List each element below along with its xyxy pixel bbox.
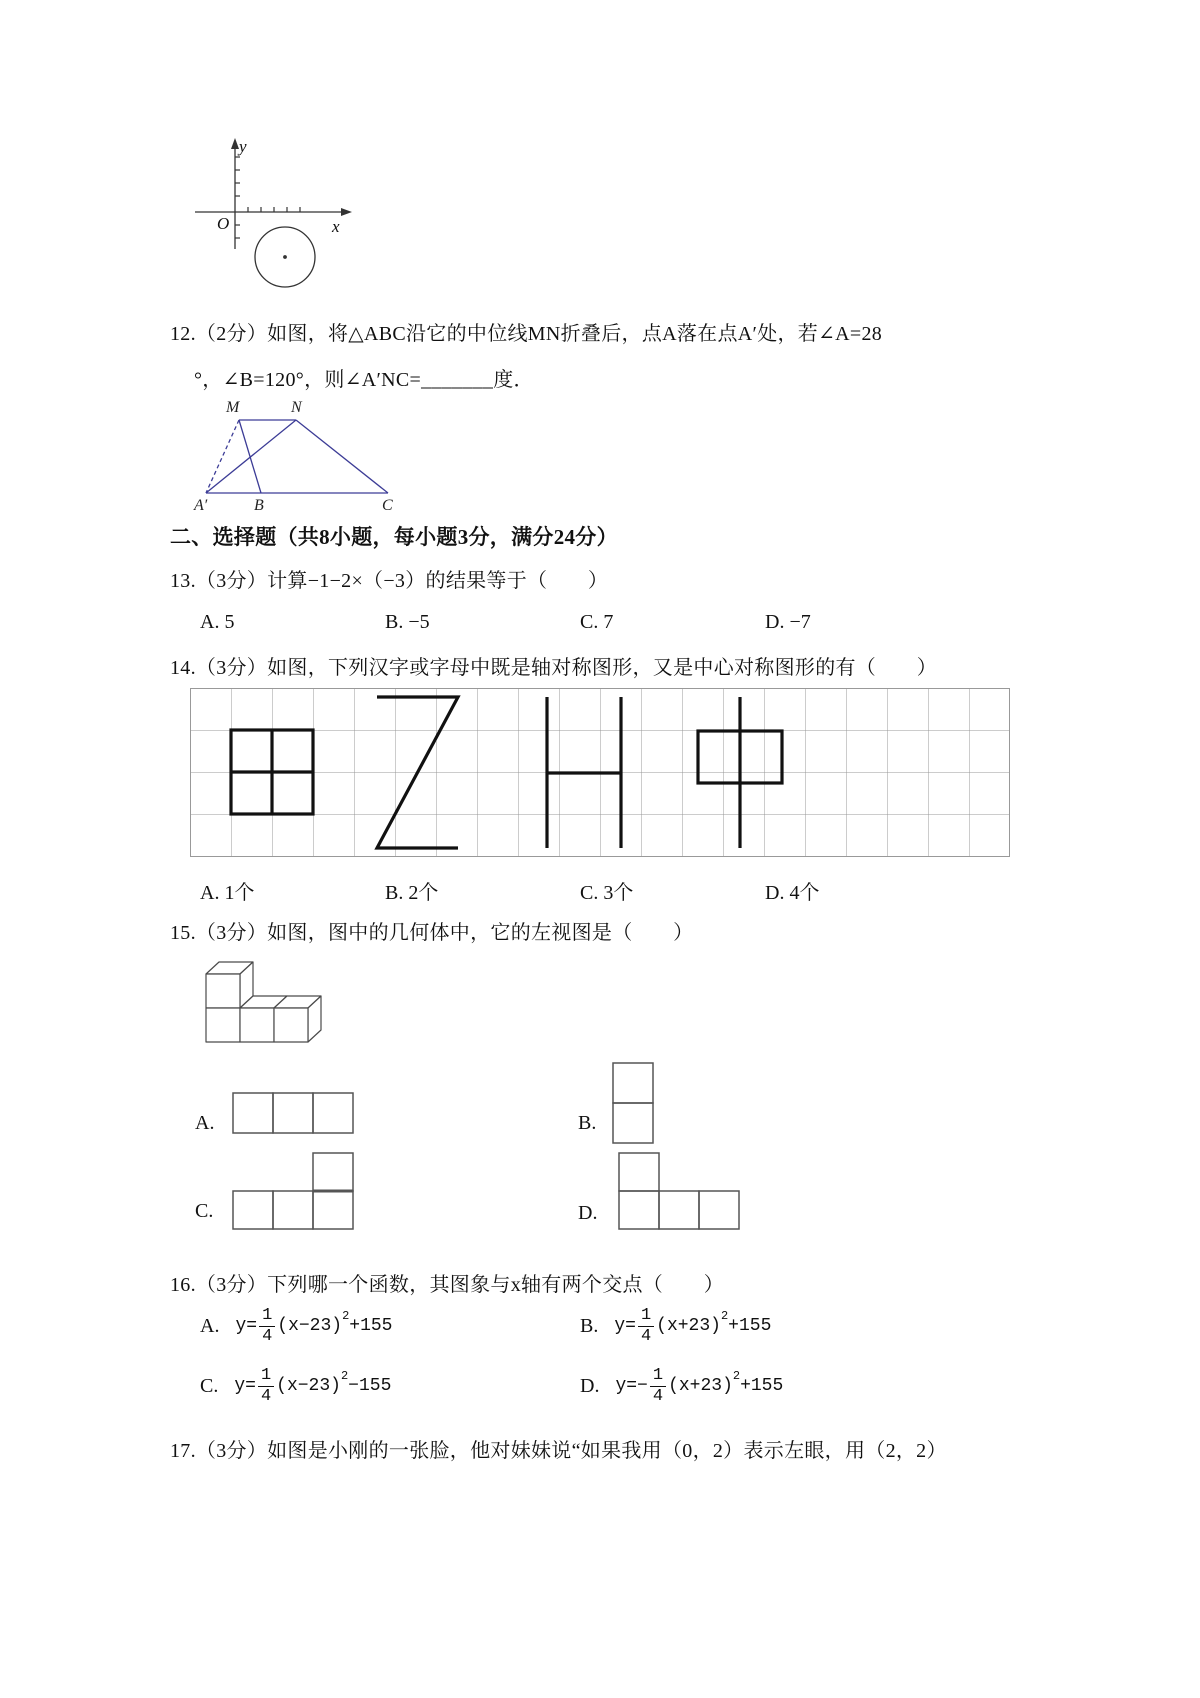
q14-option-d: D. 4个 [765, 882, 820, 904]
fraction-denominator: 4 [262, 1326, 273, 1346]
bottom-cube3-front-face [274, 1008, 308, 1042]
q15-option-c-label: C. [195, 1200, 214, 1222]
fraction [259, 1307, 275, 1346]
q16-option-a-label: A. [200, 1314, 220, 1337]
question-14-options [200, 876, 1080, 905]
edge-MA-prime-dashed [206, 420, 239, 493]
formula-prefix: y=− [615, 1376, 648, 1396]
formula-exponent: 2 [732, 1368, 741, 1383]
question-14-text: 14.（3分）如图，下列汉字或字母中既是轴对称图形，又是中心对称图形的有（ ） [170, 657, 937, 679]
fraction [258, 1367, 274, 1406]
point-label-B: B [254, 497, 264, 514]
q16-option-c-formula [234, 1367, 391, 1406]
origin-label: O [217, 214, 230, 233]
formula-prefix: y= [234, 1376, 256, 1396]
formula-prefix: y= [235, 1316, 258, 1336]
q14-option-a: A. 1个 [200, 882, 255, 904]
formula-body: (x−23) [277, 1316, 343, 1336]
axis-label-x: x [332, 217, 340, 236]
q16-option-d-label: D. [580, 1374, 600, 1397]
formula-exponent: 2 [720, 1308, 729, 1323]
q14-option-b: B. 2个 [385, 882, 439, 904]
figure-q12-folded-triangle [192, 396, 432, 518]
figure-q15-option-c [232, 1152, 356, 1232]
q13-option-d: D. −7 [765, 611, 811, 633]
question-12-text-line2: °，∠B=120°，则∠A′NC=_______度． [194, 369, 534, 391]
q16-option-b-formula [614, 1307, 771, 1346]
x-axis-arrow [341, 208, 352, 216]
edge-NA-prime [206, 420, 296, 493]
question-13-text: 13.（3分）计算−1−2×（−3）的结果等于（ ） [170, 570, 609, 592]
point-label-M: M [226, 399, 240, 416]
q16-option-b [580, 1302, 1080, 1350]
section-2-heading: 二、选择题（共8小题，每小题3分，满分24分） [170, 525, 618, 549]
formula-exponent: 2 [342, 1308, 350, 1323]
figure-q14-symmetry-shapes-grid [190, 688, 1010, 858]
fraction-numerator: 1 [259, 1307, 275, 1327]
circle-center-dot [283, 255, 287, 259]
q13-option-a: A. 5 [200, 611, 235, 633]
q16-option-a-formula [235, 1307, 392, 1346]
edge-NC [296, 420, 388, 493]
formula-suffix: +155 [740, 1376, 784, 1396]
y-axis-arrow [231, 138, 239, 149]
q14-option-c: C. 3个 [580, 882, 634, 904]
q13-option-b: B. −5 [385, 611, 430, 633]
q16-option-c-label: C. [200, 1374, 219, 1397]
formula-body: (x−23) [276, 1376, 341, 1396]
fraction-denominator: 4 [640, 1326, 652, 1346]
q15-option-d-label: D. [578, 1202, 598, 1224]
point-label-C: C [382, 497, 393, 514]
fraction-denominator: 4 [652, 1386, 664, 1406]
formula-prefix: y= [614, 1316, 636, 1336]
q15-option-b-label: B. [578, 1112, 597, 1134]
axis-label-y: y [239, 137, 247, 156]
fraction-numerator: 1 [638, 1307, 654, 1327]
q16-option-c [200, 1362, 580, 1410]
q16-option-d-formula [615, 1367, 783, 1406]
q15-option-a-label: A. [195, 1112, 215, 1134]
formula-suffix: −155 [348, 1376, 392, 1396]
q13-option-c: C. 7 [580, 611, 614, 633]
figure-coordinate-axes-with-circle [185, 135, 375, 295]
formula-exponent: 2 [340, 1368, 349, 1383]
fraction-numerator: 1 [258, 1367, 274, 1387]
question-16-text: 16.（3分）下列哪一个函数，其图象与x轴有两个交点（ ） [170, 1274, 724, 1296]
figure-q15-option-a [232, 1092, 356, 1135]
question-17-text: 17.（3分）如图是小刚的一张脸，他对妹妹说“如果我用（0，2）表示左眼，用（2，2） [170, 1440, 947, 1462]
formula-suffix: +155 [728, 1316, 772, 1336]
question-16-options [200, 1302, 1080, 1410]
bottom-cube1-front-face [206, 1008, 240, 1042]
q16-option-a [200, 1302, 580, 1350]
question-12-text-line1: 12.（2分）如图，将△ABC沿它的中位线MN折叠后，点A落在点A′处，若∠A=28 [170, 323, 883, 345]
q16-option-d [580, 1362, 1080, 1410]
axis-ticks [235, 157, 300, 238]
figure-q15-option-b [612, 1062, 656, 1146]
fraction [650, 1367, 666, 1406]
formula-suffix: +155 [349, 1316, 393, 1336]
fraction-numerator: 1 [650, 1367, 666, 1387]
question-15-text: 15.（3分）如图，图中的几何体中，它的左视图是（ ） [170, 922, 694, 944]
formula-body: (x+23) [668, 1376, 733, 1396]
formula-body: (x+23) [656, 1316, 721, 1336]
q16-option-b-label: B. [580, 1314, 599, 1337]
point-label-A-prime: A′ [194, 497, 208, 514]
figure-q15-cube-solid [198, 956, 348, 1051]
fraction [638, 1307, 654, 1346]
fraction-denominator: 4 [260, 1386, 272, 1406]
figure-q15-option-d [618, 1152, 742, 1232]
bottom-cube2-front-face [240, 1008, 274, 1042]
point-label-N: N [291, 399, 302, 416]
top-cube-front-face [206, 974, 240, 1008]
question-13-options [200, 611, 1080, 634]
